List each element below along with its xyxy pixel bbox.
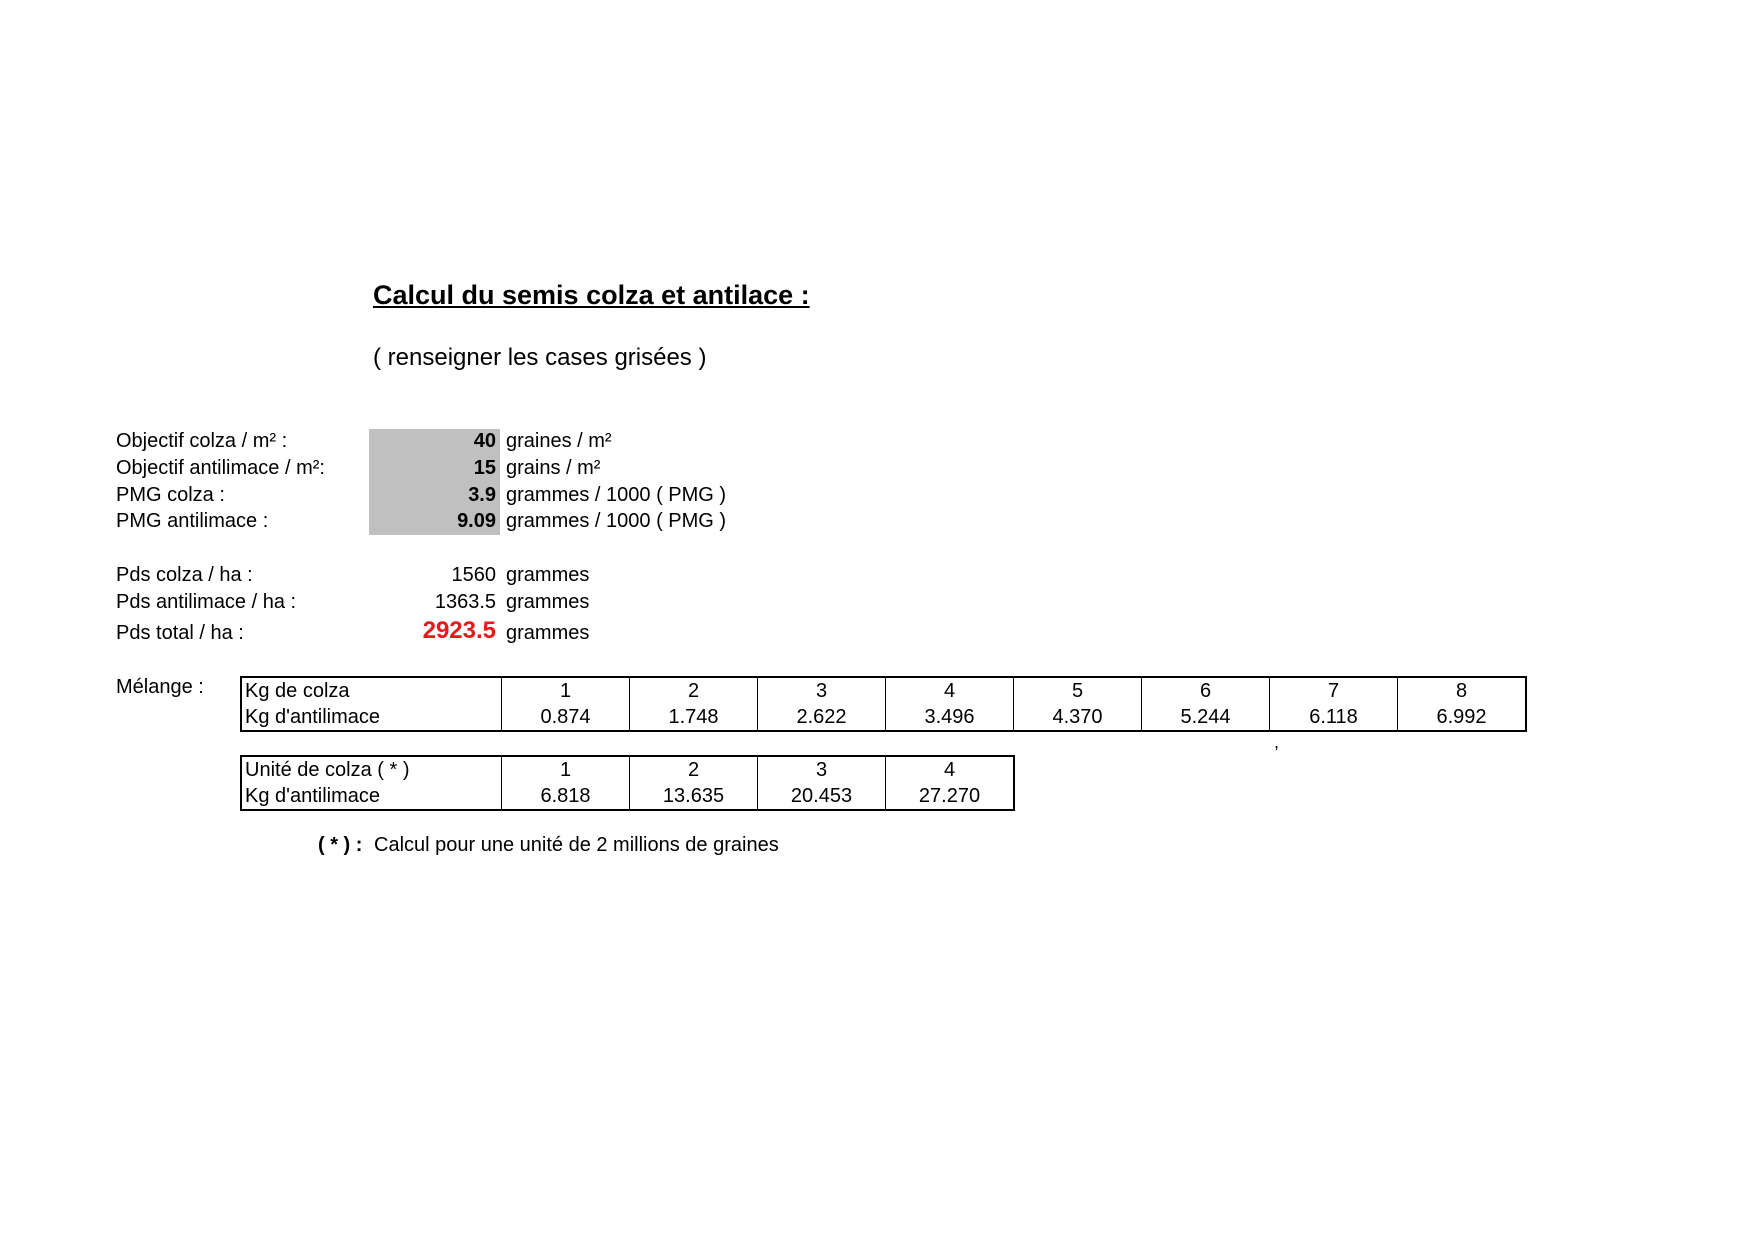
units-colza-cell: 2 [630, 756, 758, 783]
table-row [241, 704, 1526, 731]
melange-label: Mélange : [116, 676, 204, 698]
table-row [241, 783, 1014, 810]
input-label-pmg-colza: PMG colza : [116, 484, 225, 506]
units-colza-cell: 1 [502, 756, 630, 783]
result-unit-pds-antilimace: grammes [506, 591, 590, 613]
melange-antilimace-cell: 6.992 [1398, 704, 1527, 731]
table-row [241, 677, 1526, 704]
page-title: Calcul du semis colza et antilace : [373, 280, 810, 310]
input-value-objectif-antilimace[interactable]: 15 [473, 457, 496, 479]
melange-row-label-antilimace: Kg d'antilimace [241, 704, 502, 731]
units-antilimace-cell: 27.270 [886, 783, 1015, 810]
units-table [240, 755, 1015, 811]
melange-colza-cell: 1 [502, 677, 630, 704]
melange-colza-cell: 4 [886, 677, 1014, 704]
result-value-pds-total: 2923.5 [422, 617, 496, 644]
melange-antilimace-cell: 3.496 [886, 704, 1014, 731]
units-antilimace-cell: 6.818 [502, 783, 630, 810]
units-row-label-antilimace: Kg d'antilimace [241, 783, 502, 810]
melange-colza-cell: 8 [1398, 677, 1527, 704]
melange-colza-cell: 3 [758, 677, 886, 704]
result-label-pds-total: Pds total / ha : [116, 622, 244, 644]
input-value-pmg-colza[interactable]: 3.9 [468, 484, 496, 506]
melange-antilimace-cell: 6.118 [1270, 704, 1398, 731]
footnote-text: Calcul pour une unité de 2 millions de graines [374, 834, 779, 856]
input-unit-objectif-antilimace: grains / m² [506, 457, 601, 479]
input-value-pmg-antilimace[interactable]: 9.09 [457, 510, 496, 532]
result-label-pds-antilimace: Pds antilimace / ha : [116, 591, 297, 613]
melange-colza-cell: 5 [1014, 677, 1142, 704]
melange-table [240, 676, 1527, 732]
footnote-marker: ( * ) : [318, 834, 363, 856]
input-label-pmg-antilimace: PMG antilimace : [116, 510, 269, 532]
melange-row-label-colza: Kg de colza [241, 677, 502, 704]
melange-antilimace-cell: 4.370 [1014, 704, 1142, 731]
result-value-pds-colza: 1560 [451, 564, 496, 586]
input-unit-pmg-colza: grammes / 1000 ( PMG ) [506, 484, 727, 506]
units-row-label-colza: Unité de colza ( * ) [241, 756, 502, 783]
units-colza-cell: 4 [886, 756, 1015, 783]
result-unit-pds-total: grammes [506, 622, 590, 644]
melange-antilimace-cell: 0.874 [502, 704, 630, 731]
melange-antilimace-cell: 5.244 [1142, 704, 1270, 731]
result-label-pds-colza: Pds colza / ha : [116, 564, 253, 586]
melange-colza-cell: 7 [1270, 677, 1398, 704]
input-unit-objectif-colza: graines / m² [506, 430, 612, 452]
units-antilimace-cell: 20.453 [758, 783, 886, 810]
units-colza-cell: 3 [758, 756, 886, 783]
input-label-objectif-antilimace: Objectif antilimace / m²: [116, 457, 325, 479]
stray-comma: , [1274, 732, 1280, 752]
input-unit-pmg-antilimace: grammes / 1000 ( PMG ) [506, 510, 727, 532]
melange-antilimace-cell: 1.748 [630, 704, 758, 731]
input-value-objectif-colza[interactable]: 40 [473, 430, 496, 452]
melange-colza-cell: 6 [1142, 677, 1270, 704]
result-unit-pds-colza: grammes [506, 564, 590, 586]
table-row [241, 756, 1014, 783]
input-label-objectif-colza: Objectif colza / m² : [116, 430, 288, 452]
result-value-pds-antilimace: 1363.5 [434, 591, 496, 613]
melange-antilimace-cell: 2.622 [758, 704, 886, 731]
units-antilimace-cell: 13.635 [630, 783, 758, 810]
melange-colza-cell: 2 [630, 677, 758, 704]
page-subtitle: ( renseigner les cases grisées ) [373, 344, 707, 371]
